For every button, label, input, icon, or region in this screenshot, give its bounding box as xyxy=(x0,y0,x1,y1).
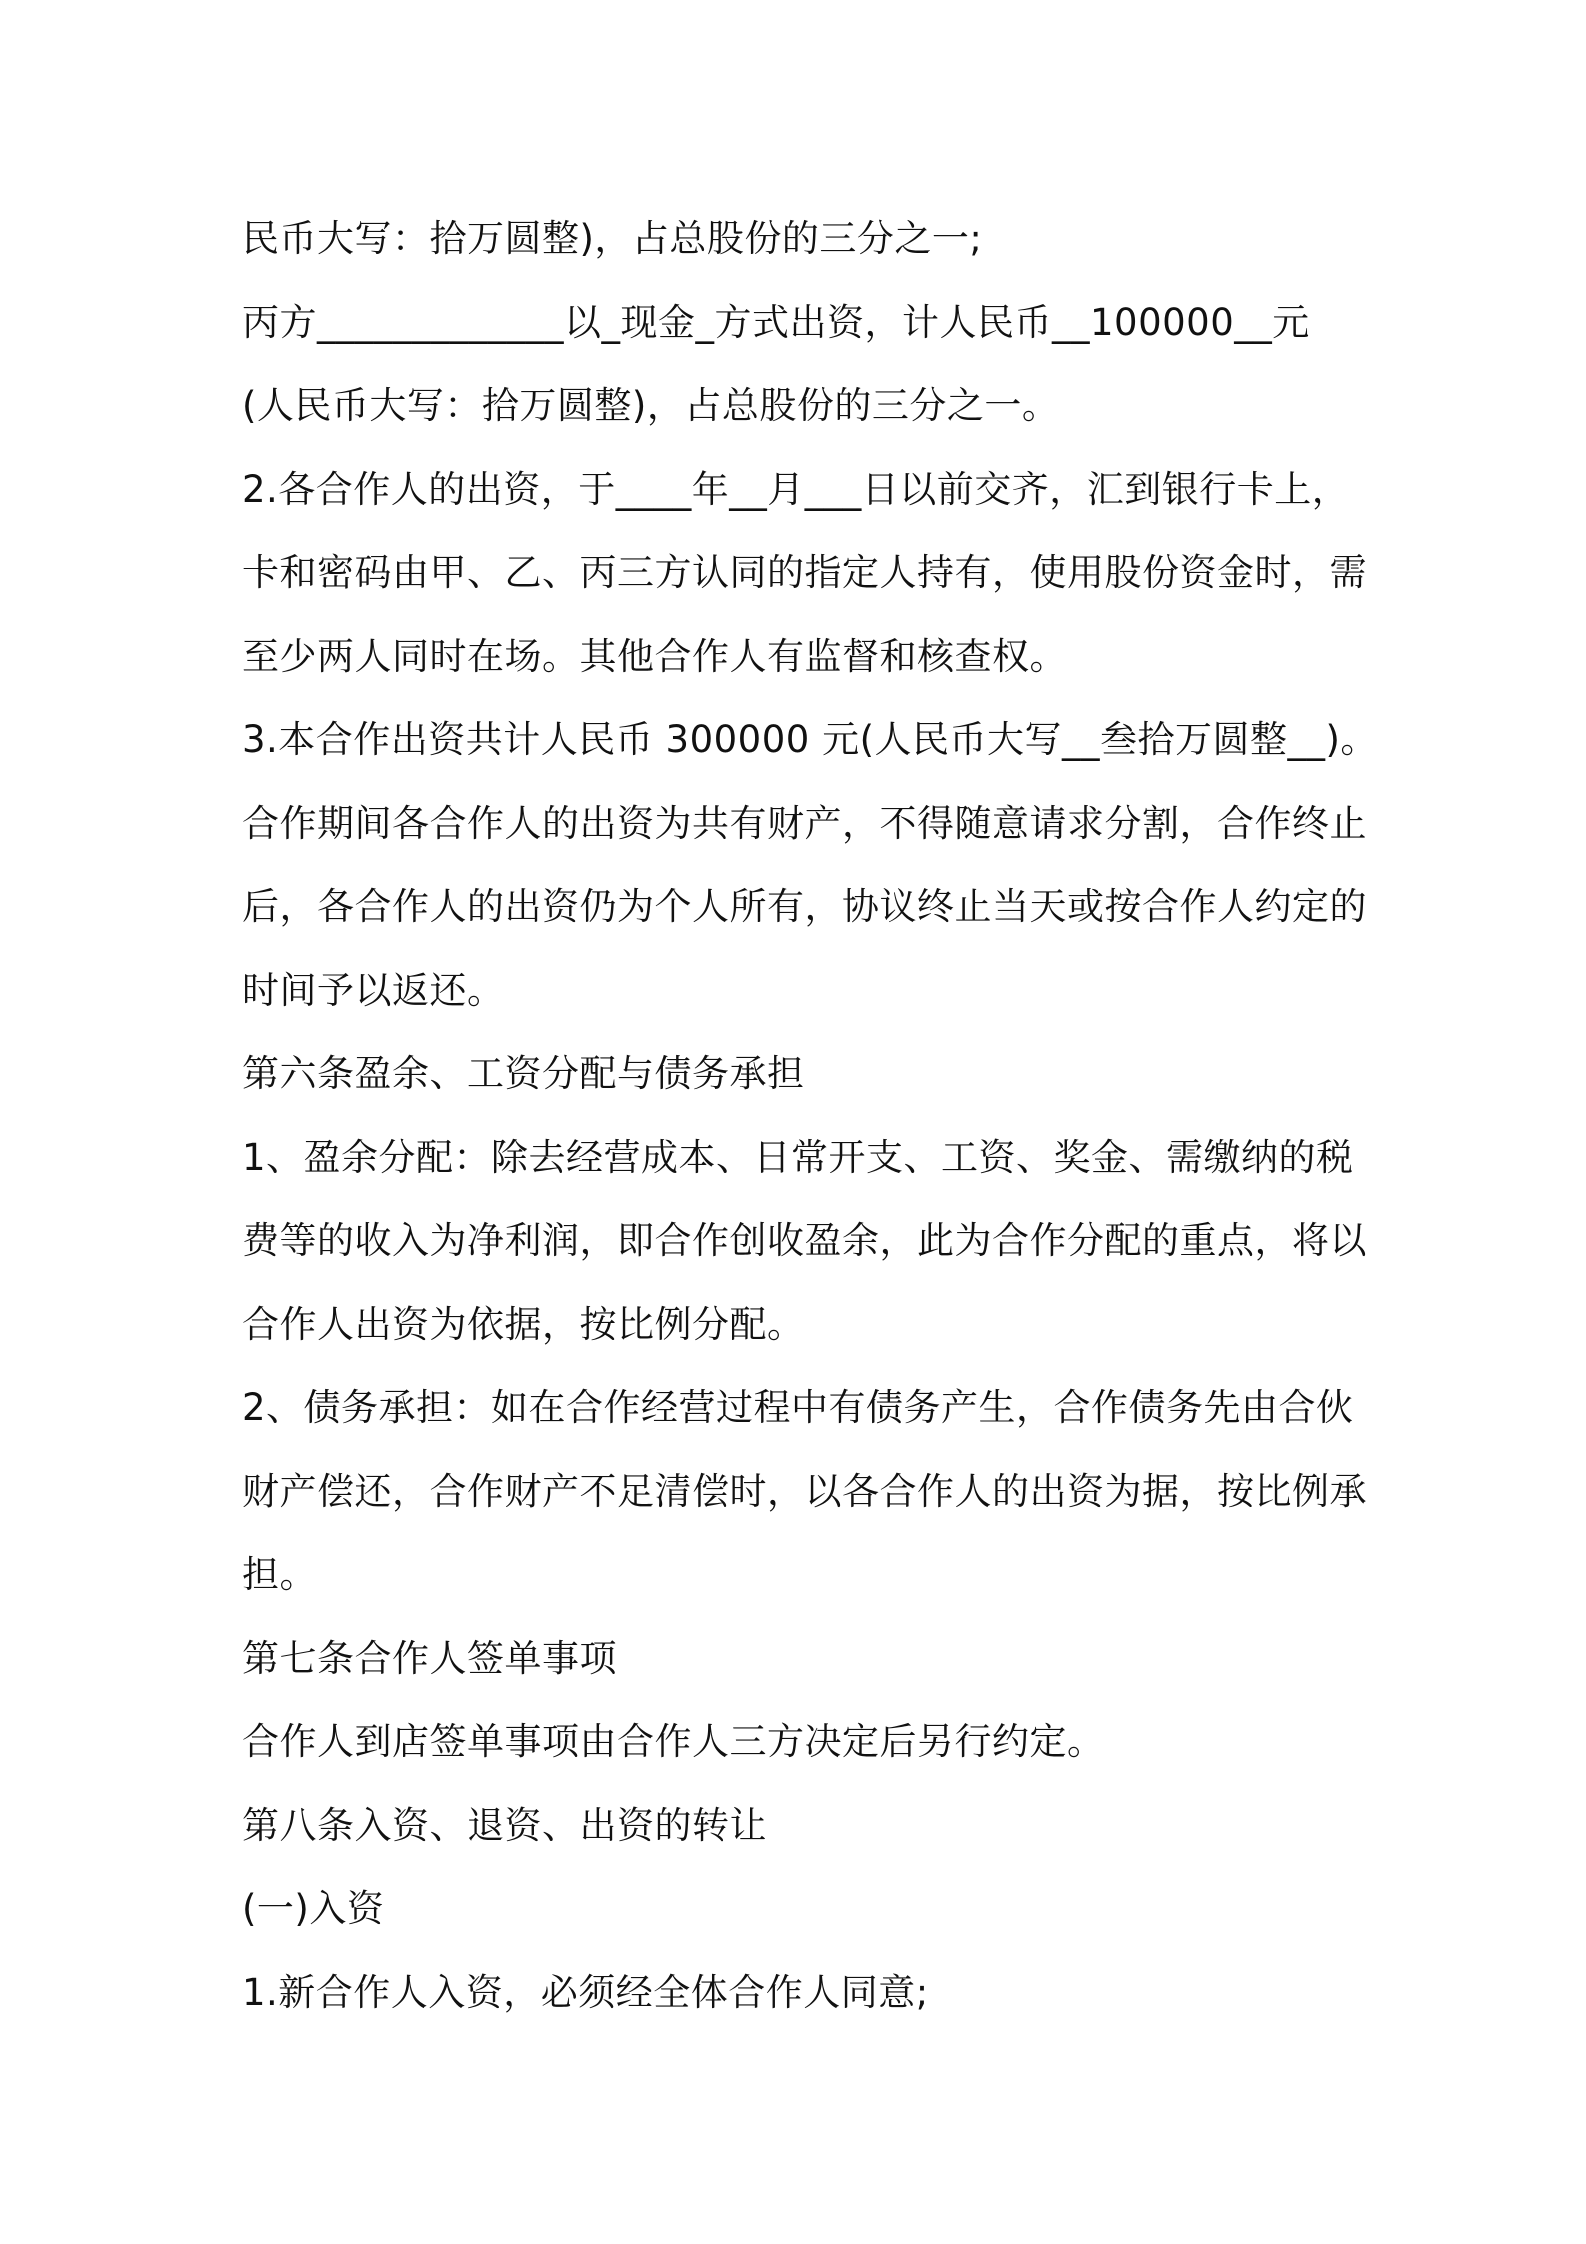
document-body xyxy=(242,197,1378,2034)
text-line: 1.新合作人入资，必须经全体合作人同意; xyxy=(242,1970,929,2014)
text-line: 合作人出资为依据，按比例分配。 xyxy=(242,1302,805,1346)
section-heading: 第七条合作人签单事项 xyxy=(242,1636,617,1680)
text-line: (人民币大写：拾万圆整)，占总股份的三分之一。 xyxy=(242,384,1060,427)
text-line: 2、债务承担：如在合作经营过程中有债务产生，合作债务先由合伙 xyxy=(242,1386,1354,1429)
section-heading: 第八条入资、退资、出资的转让 xyxy=(242,1803,767,1847)
subsection-heading: (一)入资 xyxy=(242,1887,385,1930)
text-line: 后，各合作人的出资仍为个人所有，协议终止当天或按合作人约定的 xyxy=(242,885,1367,928)
text-line: 3.本合作出资共计人民币 300000 元(人民币大写__叁拾万圆整__)。 xyxy=(242,718,1378,761)
text-line: 卡和密码由甲、乙、丙三方认同的指定人持有，使用股份资金时，需 xyxy=(242,551,1367,594)
text-line: 至少两人同时在场。其他合作人有监督和核查权。 xyxy=(242,634,1067,678)
text-line: 民币大写：拾万圆整)，占总股份的三分之一; xyxy=(242,217,983,260)
text-line: 丙方_____________以_现金_方式出资，计人民币__100000__元 xyxy=(242,300,1310,344)
text-line: 担。 xyxy=(242,1553,317,1596)
section-heading: 第六条盈余、工资分配与债务承担 xyxy=(242,1052,805,1095)
text-line: 1、盈余分配：除去经营成本、日常开支、工资、奖金、需缴纳的税 xyxy=(242,1135,1354,1179)
text-line: 2.各合作人的出资，于____年__月___日以前交齐，汇到银行卡上， xyxy=(242,467,1350,511)
text-line: 费等的收入为净利润，即合作创收盈余，此为合作分配的重点，将以 xyxy=(242,1219,1367,1262)
text-line: 合作期间各合作人的出资为共有财产，不得随意请求分割，合作终止 xyxy=(242,801,1367,845)
text-line: 财产偿还，合作财产不足清偿时，以各合作人的出资为据，按比例承 xyxy=(242,1469,1367,1513)
text-line: 合作人到店签单事项由合作人三方决定后另行约定。 xyxy=(242,1720,1105,1763)
text-line: 时间予以返还。 xyxy=(242,968,505,1012)
